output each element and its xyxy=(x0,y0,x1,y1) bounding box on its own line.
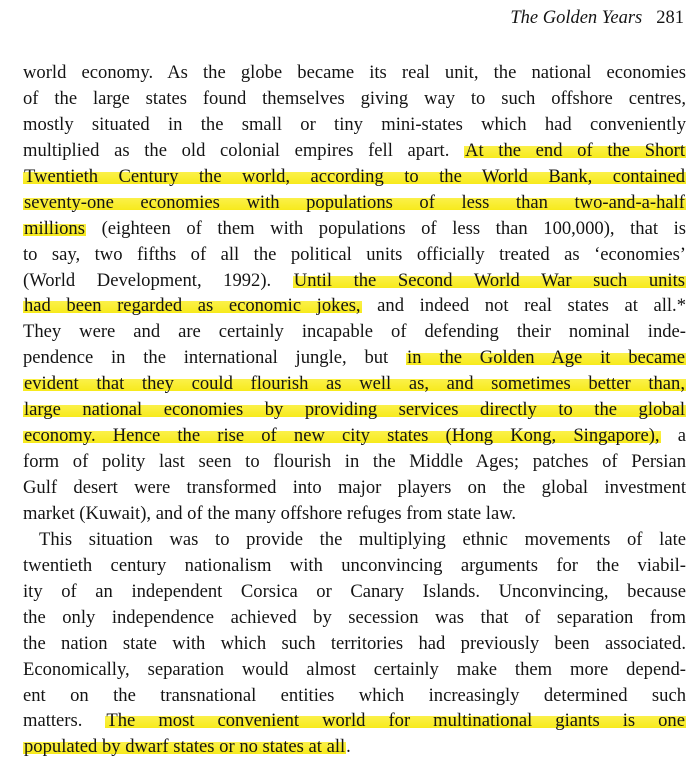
page-number: 281 xyxy=(656,8,684,28)
text-line: world economy. As the globe became its real unit, the national economies xyxy=(23,62,686,83)
text-line: matters. The most convenient world for multinational giants is one xyxy=(23,710,685,732)
text-line: ent on the transnational entities which increasingly determined such xyxy=(23,684,686,706)
text-line: the only independence achieved by secession was that of separation from xyxy=(23,606,686,628)
text-line: twentieth century nationalism with unconvincing arguments for the viabil- xyxy=(23,554,686,576)
text-line: economy. Hence the rise of new city states (Hong Kong, Singapore), a xyxy=(24,425,686,447)
highlight: millions xyxy=(24,217,85,239)
text-line: This situation was to provide the multiplying ethnic movements of late xyxy=(39,528,686,550)
text-line xyxy=(23,371,686,397)
text-line: multiplied as the old colonial empires fell apart. At the end of the Short xyxy=(23,139,686,161)
text-line xyxy=(23,190,686,216)
highlight: evident that they could flourish as well as, and sometimes better than, xyxy=(24,373,685,395)
highlight: large national economies by providing services directly to the global xyxy=(24,399,685,421)
text-line: Economically, separation would almost certainly make them more depend- xyxy=(23,658,686,680)
running-head xyxy=(510,8,684,29)
highlight: At the end of the Short xyxy=(465,139,686,161)
highlight: populated by dwarf states or no states at all xyxy=(24,736,346,758)
text-line xyxy=(23,397,686,423)
text-line: form of polity last seen to flourish in the Middle Ages; patches of Persian xyxy=(23,451,686,473)
body-text xyxy=(23,60,686,760)
highlight: in the Golden Age it became xyxy=(407,347,685,369)
highlight: The most convenient world for multinational giants is one xyxy=(106,710,685,732)
text-line: Gulf desert were transformed into major players on the global investment xyxy=(23,477,686,498)
text-line: pendence in the international jungle, but in the Golden Age it became xyxy=(23,347,685,369)
text-line: ity of an independent Corsica or Canary Islands. Unconvincing, because xyxy=(23,580,686,602)
text-line: They were and are certainly incapable of defending their nominal inde- xyxy=(23,321,686,343)
text-line: mostly situated in the small or tiny mini-states which had conveniently xyxy=(23,113,686,135)
text-line: market (Kuwait), and of the many offshore refuges from state law. xyxy=(23,502,517,524)
text-line: to say, two fifths of all the political units officially treated as ‘economies’ xyxy=(23,243,686,265)
text-line xyxy=(23,164,686,190)
highlight: economy. Hence the rise of new city states (Hong Kong, Singapore), xyxy=(24,425,660,447)
text-line: had been regarded as economic jokes, and indeed not real states at all.* xyxy=(24,295,686,317)
highlight: seventy-one economies with populations of less than two-and-a-half xyxy=(24,191,685,213)
running-title: The Golden Years xyxy=(510,8,643,28)
highlight: Until the Second World War such units xyxy=(293,269,685,291)
text-line: millions (eighteen of them with populations of less than 100,000), that is xyxy=(24,217,686,239)
text-line: populated by dwarf states or no states at all. xyxy=(24,736,351,758)
text-line: (World Development, 1992). Until the Second World War such units xyxy=(23,269,685,291)
text-line: of the large states found themselves giving way to such offshore centres, xyxy=(23,87,686,109)
highlight: had been regarded as economic jokes, xyxy=(24,295,361,317)
highlight: Twentieth Century the world, according to the World Bank, contained xyxy=(24,165,685,187)
text-line: the nation state with which such territories had previously been associated. xyxy=(23,632,686,654)
